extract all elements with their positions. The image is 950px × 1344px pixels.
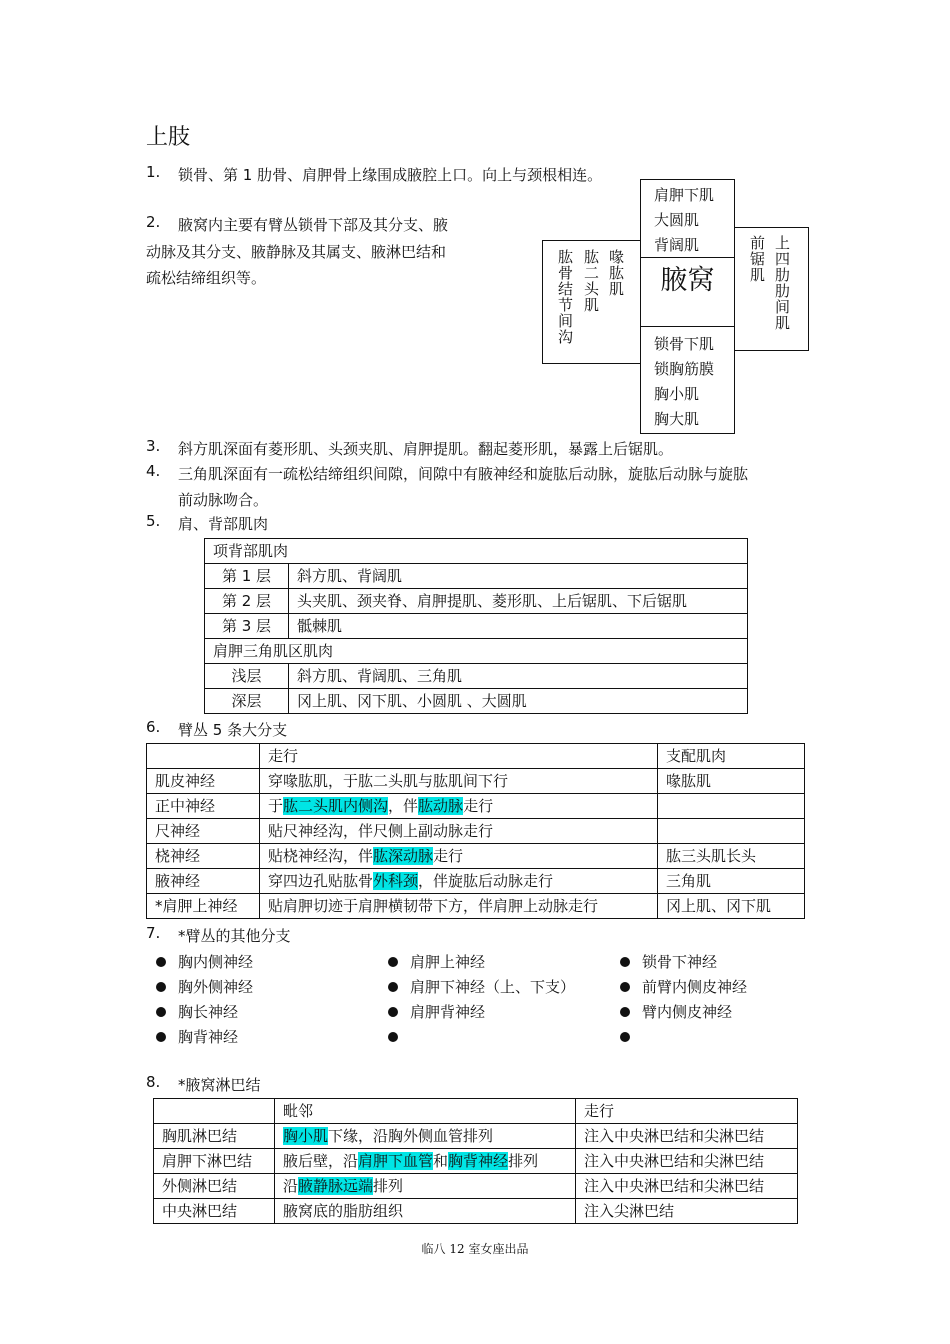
table-row (147, 819, 805, 844)
text-segment: 腋窝底的脂肪组织 (283, 1202, 404, 1220)
list-item (388, 1025, 410, 1050)
list-item: 胸背神经 (156, 1025, 238, 1050)
course-cell (260, 894, 658, 919)
text-segment: 穿四边孔贴肱骨 (268, 872, 374, 890)
section-header: 肩胛三角肌区肌肉 (205, 639, 748, 664)
item-3-text: 斜方肌深面有菱形肌、头颈夹肌、肩胛提肌。翻起菱形肌，暴露上后锯肌。 (178, 440, 674, 458)
page-footer: 临八 12 室女座出品 (421, 1242, 529, 1256)
brachial-plexus-table (146, 743, 805, 919)
table-row (147, 869, 805, 894)
table-row (154, 1124, 798, 1149)
item-4-line-1: 三角肌深面有一疏松结缔组织间隙，间隙中有腋神经和旋肱后动脉，旋肱后动脉与旋肱 (178, 465, 749, 483)
nerve-name-cell: 腋神经 (147, 869, 260, 894)
table-row (205, 564, 748, 589)
muscle-cell (658, 794, 805, 819)
table-row (147, 844, 805, 869)
table-header-row (154, 1099, 798, 1124)
diagram-left-label-1: 肱骨结节间沟 (556, 249, 574, 345)
page-title: 上肢 (146, 125, 191, 150)
diagram-top-labels (654, 183, 714, 258)
muscles-cell: 冈上肌、冈下肌、小圆肌 、大圆肌 (289, 689, 748, 714)
text-segment: 和 (433, 1152, 449, 1170)
table-row (205, 664, 748, 689)
text-segment: 走行 (433, 847, 464, 865)
text-segment: 于 (268, 797, 284, 815)
muscles-cell: 头夹肌、颈夹脊、肩胛提肌、菱形肌、上后锯肌、下后锯肌 (289, 589, 748, 614)
table-row (154, 1149, 798, 1174)
highlighted-text: 腋静脉远端 (298, 1177, 374, 1195)
item-2-line-2: 动脉及其分支、腋静脉及其属支、腋淋巴结和 (146, 243, 447, 261)
course-cell (260, 769, 658, 794)
diagram-right-label-2: 上四肋肋间肌 (773, 235, 791, 331)
adjacent-cell (275, 1199, 576, 1224)
course-cell: 注入尖淋巴结 (576, 1199, 798, 1224)
text-segment: 沿 (283, 1177, 299, 1195)
item-4-number: 4. (146, 462, 161, 480)
bullet-icon (156, 1007, 166, 1017)
list-item: 胸外侧神经 (156, 975, 253, 1000)
node-name-cell: 中央淋巴结 (154, 1199, 275, 1224)
diagram-left-label-2: 肱二头肌 (582, 249, 600, 313)
item-3-number: 3. (146, 437, 161, 455)
bullet-icon (620, 1007, 630, 1017)
text-segment: 下缘，沿胸外侧血管排列 (328, 1127, 494, 1145)
muscles-cell: 斜方肌、背阔肌 (289, 564, 748, 589)
diagram-right-box (734, 227, 809, 351)
table-row (205, 689, 748, 714)
diagram-bottom-label: 锁胸筋膜 (654, 360, 715, 378)
header-cell (154, 1099, 275, 1124)
table-header-row (147, 744, 805, 769)
node-name-cell: 外侧淋巴结 (154, 1174, 275, 1199)
highlighted-text: 外科颈 (373, 872, 419, 890)
diagram-right-label-1: 前锯肌 (748, 235, 766, 283)
muscles-cell: 斜方肌、背阔肌、三角肌 (289, 664, 748, 689)
bullet-icon (388, 957, 398, 967)
text-segment: 腋后壁，沿 (283, 1152, 359, 1170)
diagram-center-label: 腋窝 (660, 265, 715, 296)
list-item: 胸长神经 (156, 1000, 238, 1025)
layer-cell: 深层 (205, 689, 289, 714)
course-cell: 注入中央淋巴结和尖淋巴结 (576, 1124, 798, 1149)
list-item (620, 1025, 642, 1050)
axillary-lymph-table (153, 1098, 798, 1224)
adjacent-cell (275, 1124, 576, 1149)
muscle-cell: 喙肱肌 (658, 769, 805, 794)
muscle-cell: 肱三头肌长头 (658, 844, 805, 869)
list-item: 臂内侧皮神经 (620, 1000, 732, 1025)
header-cell: 支配肌肉 (658, 744, 805, 769)
diagram-top-label: 大圆肌 (654, 211, 700, 229)
text-segment: ，伴旋肱后动脉走行 (418, 872, 554, 890)
diagram-bottom-label: 胸小肌 (654, 385, 700, 403)
nerve-name-cell: 尺神经 (147, 819, 260, 844)
course-cell (260, 869, 658, 894)
bullet-icon (156, 982, 166, 992)
item-6-number: 6. (146, 718, 161, 736)
item-5-number: 5. (146, 512, 161, 530)
layer-cell: 第 2 层 (205, 589, 289, 614)
muscle-cell (658, 819, 805, 844)
nerve-name-cell: 桡神经 (147, 844, 260, 869)
layer-cell: 第 3 层 (205, 614, 289, 639)
diagram-top-label: 肩胛下肌 (654, 186, 715, 204)
item-5-text: 肩、背部肌肉 (178, 515, 269, 533)
table-row (154, 1199, 798, 1224)
list-item: 肩胛下神经（上、下支） (388, 975, 575, 1000)
table-row (205, 639, 748, 664)
muscle-cell: 冈上肌、冈下肌 (658, 894, 805, 919)
header-cell (147, 744, 260, 769)
item-7-number: 7. (146, 924, 161, 942)
node-name-cell: 肩胛下淋巴结 (154, 1149, 275, 1174)
layer-cell: 第 1 层 (205, 564, 289, 589)
list-item: 肩胛背神经 (388, 1000, 485, 1025)
course-cell (260, 844, 658, 869)
highlighted-text: 胸小肌 (283, 1127, 329, 1145)
diagram-bottom-labels (654, 332, 714, 432)
back-muscles-table (204, 538, 748, 714)
bullet-icon (388, 1032, 398, 1042)
item-1-number: 1. (146, 163, 161, 181)
nerve-name-cell: 肌皮神经 (147, 769, 260, 794)
highlighted-text: 肱二头肌内侧沟 (283, 797, 389, 815)
item-6-text: 臂丛 5 条大分支 (178, 721, 288, 739)
diagram-left-label-3: 喙肱肌 (607, 249, 625, 297)
muscles-cell: 骶棘肌 (289, 614, 748, 639)
text-segment: 走行 (463, 797, 494, 815)
muscle-cell: 三角肌 (658, 869, 805, 894)
list-item: 锁骨下神经 (620, 950, 717, 975)
bullet-icon (156, 957, 166, 967)
text-segment: 贴桡神经沟，伴 (268, 847, 374, 865)
text-segment: 贴尺神经沟，伴尺侧上副动脉走行 (268, 822, 494, 840)
table-row (205, 614, 748, 639)
bullet-icon (620, 1032, 630, 1042)
table-row (147, 894, 805, 919)
section-header: 项背部肌肉 (205, 539, 748, 564)
highlighted-text: 肱深动脉 (373, 847, 434, 865)
list-item: 前臂内侧皮神经 (620, 975, 747, 1000)
list-item: 肩胛上神经 (388, 950, 485, 975)
item-2-number: 2. (146, 213, 161, 231)
course-cell: 注入中央淋巴结和尖淋巴结 (576, 1174, 798, 1199)
item-8-number: 8. (146, 1073, 161, 1091)
table-row (205, 539, 748, 564)
text-segment: 贴肩胛切迹于肩胛横韧带下方，伴肩胛上动脉走行 (268, 897, 599, 915)
table-row (154, 1174, 798, 1199)
header-cell: 走行 (260, 744, 658, 769)
item-7-text: *臂丛的其他分支 (178, 927, 291, 945)
table-row (205, 589, 748, 614)
bullet-icon (388, 982, 398, 992)
highlighted-text: 肱动脉 (418, 797, 464, 815)
bullet-icon (620, 982, 630, 992)
layer-cell: 浅层 (205, 664, 289, 689)
text-segment: 穿喙肱肌，于肱二头肌与肱肌间下行 (268, 772, 509, 790)
diagram-bottom-label: 锁骨下肌 (654, 335, 715, 353)
text-segment: 排列 (508, 1152, 539, 1170)
nerve-name-cell: *肩胛上神经 (147, 894, 260, 919)
diagram-top-label: 背阔肌 (654, 236, 700, 254)
highlighted-text: 肩胛下血管 (358, 1152, 434, 1170)
header-cell: 走行 (576, 1099, 798, 1124)
course-cell: 注入中央淋巴结和尖淋巴结 (576, 1149, 798, 1174)
adjacent-cell (275, 1149, 576, 1174)
diagram-bottom-label: 胸大肌 (654, 410, 700, 428)
highlighted-text: 胸背神经 (448, 1152, 509, 1170)
table-row (147, 769, 805, 794)
course-cell (260, 794, 658, 819)
course-cell (260, 819, 658, 844)
item-4-line-2: 前动脉吻合。 (178, 491, 269, 509)
text-segment: 排列 (373, 1177, 404, 1195)
header-cell: 毗邻 (275, 1099, 576, 1124)
table-row (147, 794, 805, 819)
item-2-line-1: 腋窝内主要有臂丛锁骨下部及其分支、腋 (178, 216, 449, 234)
adjacent-cell (275, 1174, 576, 1199)
item-2-line-3: 疏松结缔组织等。 (146, 269, 267, 287)
item-8-text: *腋窝淋巴结 (178, 1076, 261, 1094)
bullet-icon (388, 1007, 398, 1017)
node-name-cell: 胸肌淋巴结 (154, 1124, 275, 1149)
item-1-text: 锁骨、第 1 肋骨、肩胛骨上缘围成腋腔上口。向上与颈根相连。 (178, 166, 603, 184)
bullet-icon (156, 1032, 166, 1042)
nerve-name-cell: 正中神经 (147, 794, 260, 819)
text-segment: ，伴 (388, 797, 419, 815)
bullet-icon (620, 957, 630, 967)
list-item: 胸内侧神经 (156, 950, 253, 975)
